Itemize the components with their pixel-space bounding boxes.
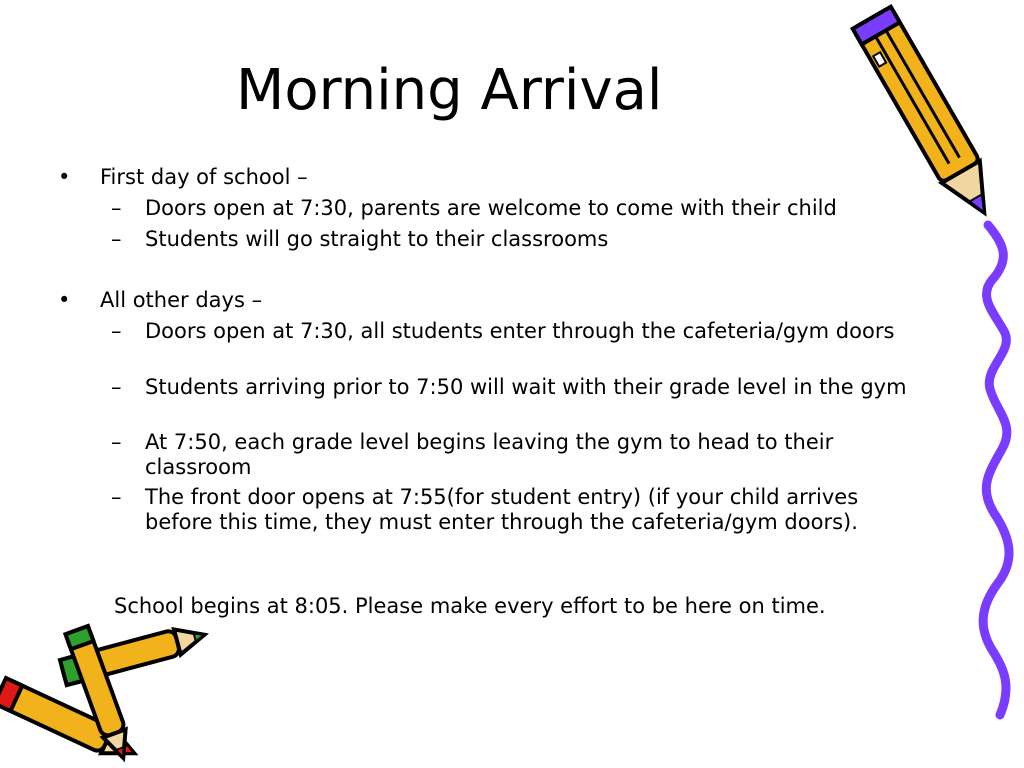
crayons-icon: [0, 620, 220, 768]
dash-marker: –: [111, 227, 122, 251]
sub-item-text: Students arriving prior to 7:50 will wait with their grade level in the gym: [145, 375, 907, 399]
bullet-marker: •: [58, 288, 71, 312]
dash-marker: –: [111, 319, 122, 343]
bullet-marker: •: [58, 165, 71, 189]
closing-note: School begins at 8:05. Please make every effort to be here on time.: [114, 594, 826, 618]
dash-marker: –: [111, 485, 122, 509]
bullet-heading: All other days –: [100, 288, 263, 312]
slide-title: Morning Arrival: [236, 58, 663, 123]
sub-item-text: Doors open at 7:30, parents are welcome to come with their child: [145, 196, 837, 220]
dash-marker: –: [111, 196, 122, 220]
pencil-icon: [850, 0, 1024, 250]
sub-item-text: The front door opens at 7:55(for student entry) (if your child arrives before this time, they must enter through the cafeteria/gym doors).: [145, 485, 859, 534]
sub-item-text: Doors open at 7:30, all students enter through the cafeteria/gym doors: [145, 319, 895, 343]
bullet-heading: First day of school –: [100, 165, 308, 189]
squiggle-line-icon: [960, 225, 1024, 725]
dash-marker: –: [111, 430, 122, 454]
dash-marker: –: [111, 375, 122, 399]
sub-item-text: At 7:50, each grade level begins leaving the gym to head to their classroom: [145, 430, 834, 479]
sub-item-text: Students will go straight to their classrooms: [145, 227, 609, 251]
